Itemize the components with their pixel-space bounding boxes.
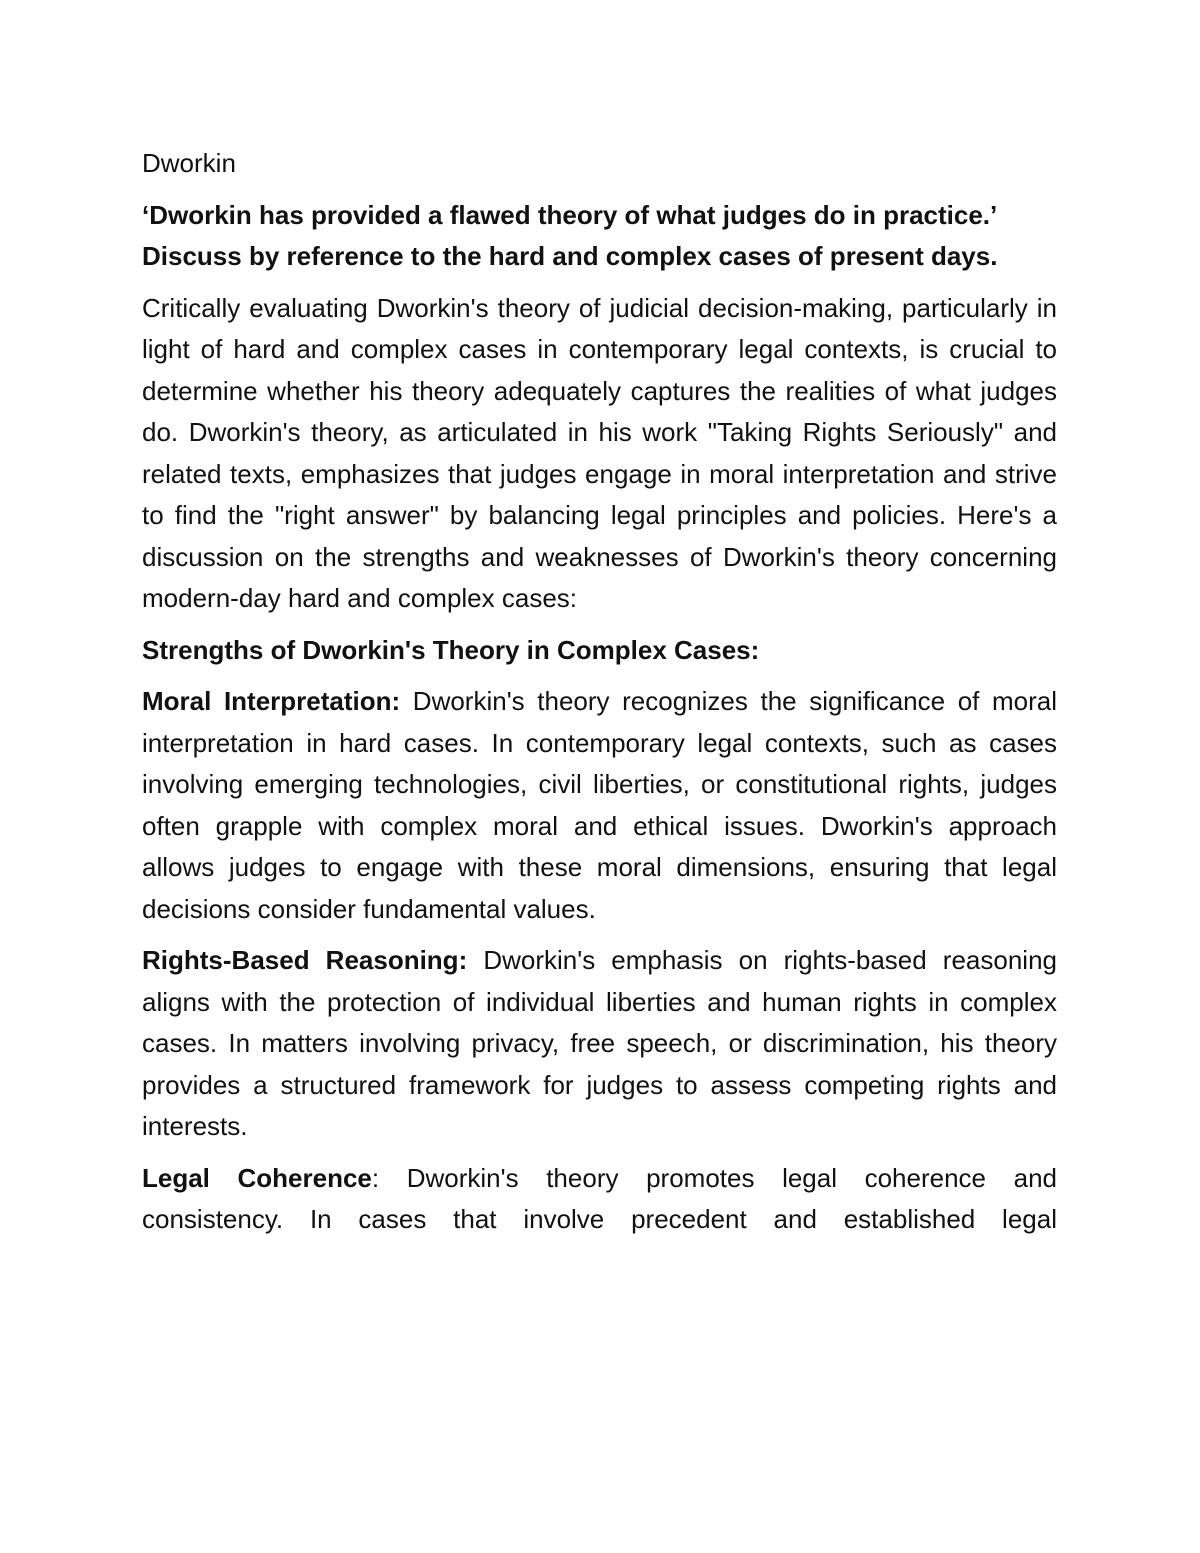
essay-question-line-2: Discuss by reference to the hard and complex cases of present days. [142,241,998,271]
point-text: Dworkin's emphasis on rights-based reasoning aligns with the protection of individual liberties and human rights in complex cases. In matters involving privacy, free speech, or discrimination, his theory provides a structured framework for judges to assess competing rights and interests. [142,945,1057,1141]
essay-question [142,195,1057,278]
point-text: : Dworkin's theory promotes legal coherence and consistency. In cases that involve precedent and established legal [142,1162,1058,1234]
point-lead: Rights-Based Reasoning: [142,945,468,975]
point-lead: Moral Interpretation: [142,686,401,716]
document-body [142,143,1057,1251]
intro-paragraph: Critically evaluating Dworkin's theory of judicial decision-making, particularly in light of hard and complex cases in contemporary legal contexts, is crucial to determine whether his theory adequately captures the realities of what judges do. Dworkin's theory, as articulated in his work "Taking Rights Seriously" and related texts, emphasizes that judges engage in moral interpretation and strive to find the "right answer" by balancing legal principles and policies. Here's a discussion on the strengths and weaknesses of Dworkin's theory concerning modern-day hard and complex cases: [142,292,1057,613]
section-heading: Strengths of Dworkin's Theory in Complex Cases: [142,634,760,665]
point-legal-coherence [142,1158,1057,1241]
document-title: Dworkin [142,148,236,178]
point-text: Dworkin's theory recognizes the significance of moral interpretation in hard cases. In contemporary legal contexts, such as cases involving emerging technologies, civil liberties, or constitutional rights, judges often grapple with complex moral and ethical issues. Dworkin's approach allows judges to engage with these moral dimensions, ensuring that legal decisions consider fundamental values. [142,686,1058,924]
point-rights-based-reasoning [142,940,1057,1148]
point-moral-interpretation [142,681,1057,930]
point-lead: Legal Coherence [142,1162,372,1193]
essay-question-line-1: ‘Dworkin has provided a flawed theory of what judges do in practice.’ [142,199,998,230]
